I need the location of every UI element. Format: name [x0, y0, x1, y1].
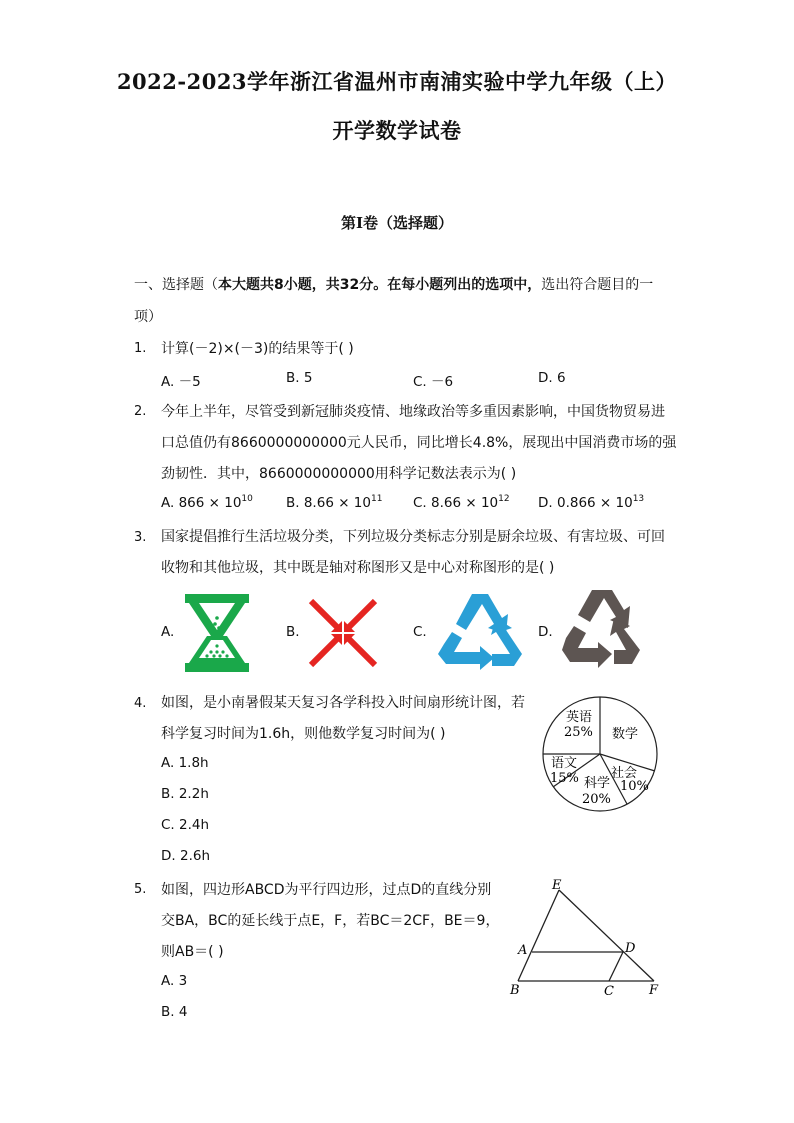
q1-number: 1. [134, 341, 147, 356]
q1-text: 计算(－2)×(－3)的结果等于( ) [161, 341, 354, 357]
q3-number: 3. [134, 530, 147, 545]
q2-number: 2. [134, 404, 147, 419]
q4-option-c: C. 2.4h [161, 817, 210, 833]
other-waste-symbol-image [562, 588, 642, 674]
point-label-c: C [604, 984, 614, 999]
q2-text-line1: 今年上半年，尽管受到新冠肺炎疫情、地缘政治等多重因素影响，中国货物贸易进 [161, 404, 665, 420]
exam-title-line2: 开学数学试卷 [332, 118, 462, 143]
q3-text-line2: 收物和其他垃圾，其中既是轴对称图形又是中心对称图形的是( ) [161, 560, 555, 576]
q3-text-line1: 国家提倡推行生活垃圾分类，下列垃圾分类标志分别是厨余垃圾、有害垃圾、可回 [161, 529, 665, 545]
pie-pct-chinese: 15% [550, 771, 579, 786]
hazardous-waste-symbol-image [308, 598, 378, 668]
q2-option-a: A. $866 \times 10^{10}$ [161, 494, 253, 511]
q3-option-c-label: C. [413, 624, 427, 640]
subject-time-pie-chart [540, 694, 660, 814]
section1-intro: 一、选择题（本大题共8小题，共32分。在每小题列出的选项中，选出符合题目的一 [134, 277, 654, 293]
parallelogram-figure [504, 876, 662, 1000]
q1-option-d: D. 6 [538, 370, 566, 386]
q2-text-line3: 劲韧性．其中，8660000000000用科学记数法表示为( ) [161, 466, 517, 482]
q2-option-c: C. $8.66 \times 10^{12}$ [413, 494, 510, 511]
q3-option-b-label: B. [286, 624, 300, 640]
pie-pct-english: 25% [564, 725, 593, 740]
pie-label-science: 科学 [584, 776, 611, 791]
volume-heading: 第I卷（选择题） [340, 214, 454, 232]
q3-option-a-label: A. [161, 624, 175, 640]
q4-number: 4. [134, 696, 147, 711]
q1-option-a: A. －5 [161, 374, 201, 390]
point-label-f: F [649, 983, 659, 998]
pie-label-social: 社会 [611, 766, 638, 781]
q5-option-a: A. 3 [161, 973, 188, 989]
q1-option-b: B. 5 [286, 370, 313, 386]
pie-pct-science: 20% [582, 792, 611, 807]
pie-label-math: 数学 [612, 727, 639, 742]
q4-option-b: B. 2.2h [161, 786, 209, 802]
q2-option-d: D. $0.866 \times 10^{13}$ [538, 494, 645, 511]
q2-text-line2: 口总值仍有8660000000000元人民币，同比增长4.8%，展现出中国消费市场的强 [161, 435, 677, 451]
q4-text-line1: 如图，是小南暑假某天复习各学科投入时间扇形统计图，若 [161, 695, 525, 711]
exam-title-line1: 2022-2023学年浙江省温州市南浦实验中学九年级（上） [116, 69, 678, 94]
q3-option-d-label: D. [538, 624, 553, 640]
q5-option-b: B. 4 [161, 1004, 188, 1020]
pie-pct-social: 10% [620, 779, 649, 794]
point-label-e: E [552, 878, 562, 893]
q1-option-c: C. －6 [413, 374, 454, 390]
q4-text-line2: 科学复习时间为1.6h，则他数学复习时间为( ) [161, 726, 446, 742]
recyclable-symbol-image [436, 592, 524, 672]
pie-label-chinese: 语文 [551, 756, 578, 771]
point-label-a: A [518, 943, 528, 958]
kitchen-waste-symbol-image [185, 594, 249, 672]
q4-option-d: D. 2.6h [161, 848, 211, 864]
q2-option-b: B. $8.66 \times 10^{11}$ [286, 494, 383, 511]
point-label-d: D [625, 941, 636, 956]
q5-text-line1: 如图，四边形ABCD为平行四边形，过点D的直线分别 [161, 882, 492, 898]
point-label-b: B [510, 983, 520, 998]
q4-option-a: A. 1.8h [161, 755, 209, 771]
q5-text-line2: 交BA，BC的延长线于点E，F，若BC＝2CF，BE＝9， [161, 913, 500, 929]
q5-text-line3: 则AB＝( ) [161, 944, 224, 960]
section1-intro-cont: 项） [134, 309, 162, 325]
pie-label-english: 英语 [566, 710, 593, 725]
q5-number: 5. [134, 882, 147, 897]
